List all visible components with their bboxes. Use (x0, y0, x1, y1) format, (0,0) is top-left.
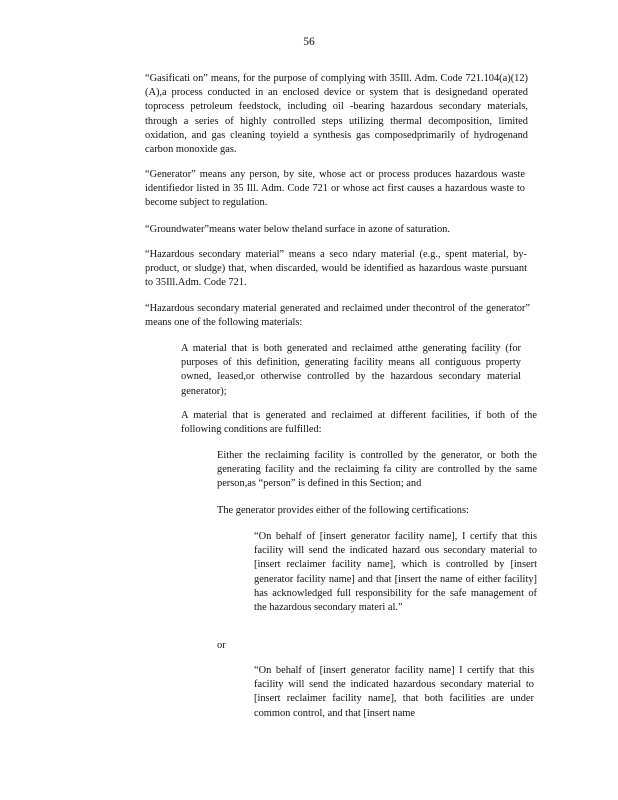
list-item-same-facility: A material that is both generated and reclaimed atthe generating facility (for purposes of this definition, generating facility means all contiguous property owned, leased,or otherwise controlled by the hazardous secondary material generator); (181, 343, 521, 397)
condition-control: Either the reclaiming facility is controlled by the generator, or both the generating facility and the reclaiming fa cility are controlled by the same person,as “person” is defined in this Section; and (217, 450, 537, 490)
certification-text-2: “On behalf of [insert generator facility name] I certify that this facility will send the indicated hazardous secondary material to [insert reclaimer facility name], that both facilities are under common control, and that [insert name (254, 665, 534, 719)
definition-gasification: “Gasificati on” means, for the purpose of complying with 35Ill. Adm. Code 721.104(a)(12)(A),a process conducted in an enclosed device or system that is designedand operated toprocess petroleum feedstock, including oil -bearing hazardous secondary materials, through a series of highly controlled steps utilizing thermal decomposition, limited oxidation, and gas cleaning toyield a synthesis gas composedprimarily of hydrogenand carbon monoxide gas. (145, 73, 528, 156)
definition-hsm-generated-reclaimed: “Hazardous secondary material generated and reclaimed under thecontrol of the generator” means one of the following materials: (145, 303, 530, 329)
or-separator: or (217, 640, 226, 651)
list-item-different-facilities: A material that is generated and reclaimed at different facilities, if both of the following conditions are fulfilled: (181, 410, 537, 436)
condition-certification: The generator provides either of the following certifications: (217, 505, 469, 516)
certification-text-1: “On behalf of [insert generator facility name], I certify that this facility will send the indicated hazard ous secondary material to [insert reclaimer facility name], which is controlled by [insert generator facility name] and that [insert the name of either facility] has acknowledged full responsibility for the safe management of the hazardous secondary materi al.” (254, 531, 537, 614)
definition-generator: “Generator” means any person, by site, whose act or process produces hazardous waste identifiedor listed in 35 Ill. Adm. Code 721 or whose act first causes a hazardous waste to become subject to regulation. (145, 169, 525, 209)
definition-groundwater: “Groundwater”means water below theland surface in azone of saturation. (145, 224, 450, 235)
page-number: 56 (303, 36, 315, 48)
definition-hazardous-secondary-material: “Hazardous secondary material” means a seco ndary material (e.g., spent material, by-product, or sludge) that, when discarded, would be identified as hazardous waste pursuant to 35Ill.Adm. Code 721. (145, 249, 527, 289)
